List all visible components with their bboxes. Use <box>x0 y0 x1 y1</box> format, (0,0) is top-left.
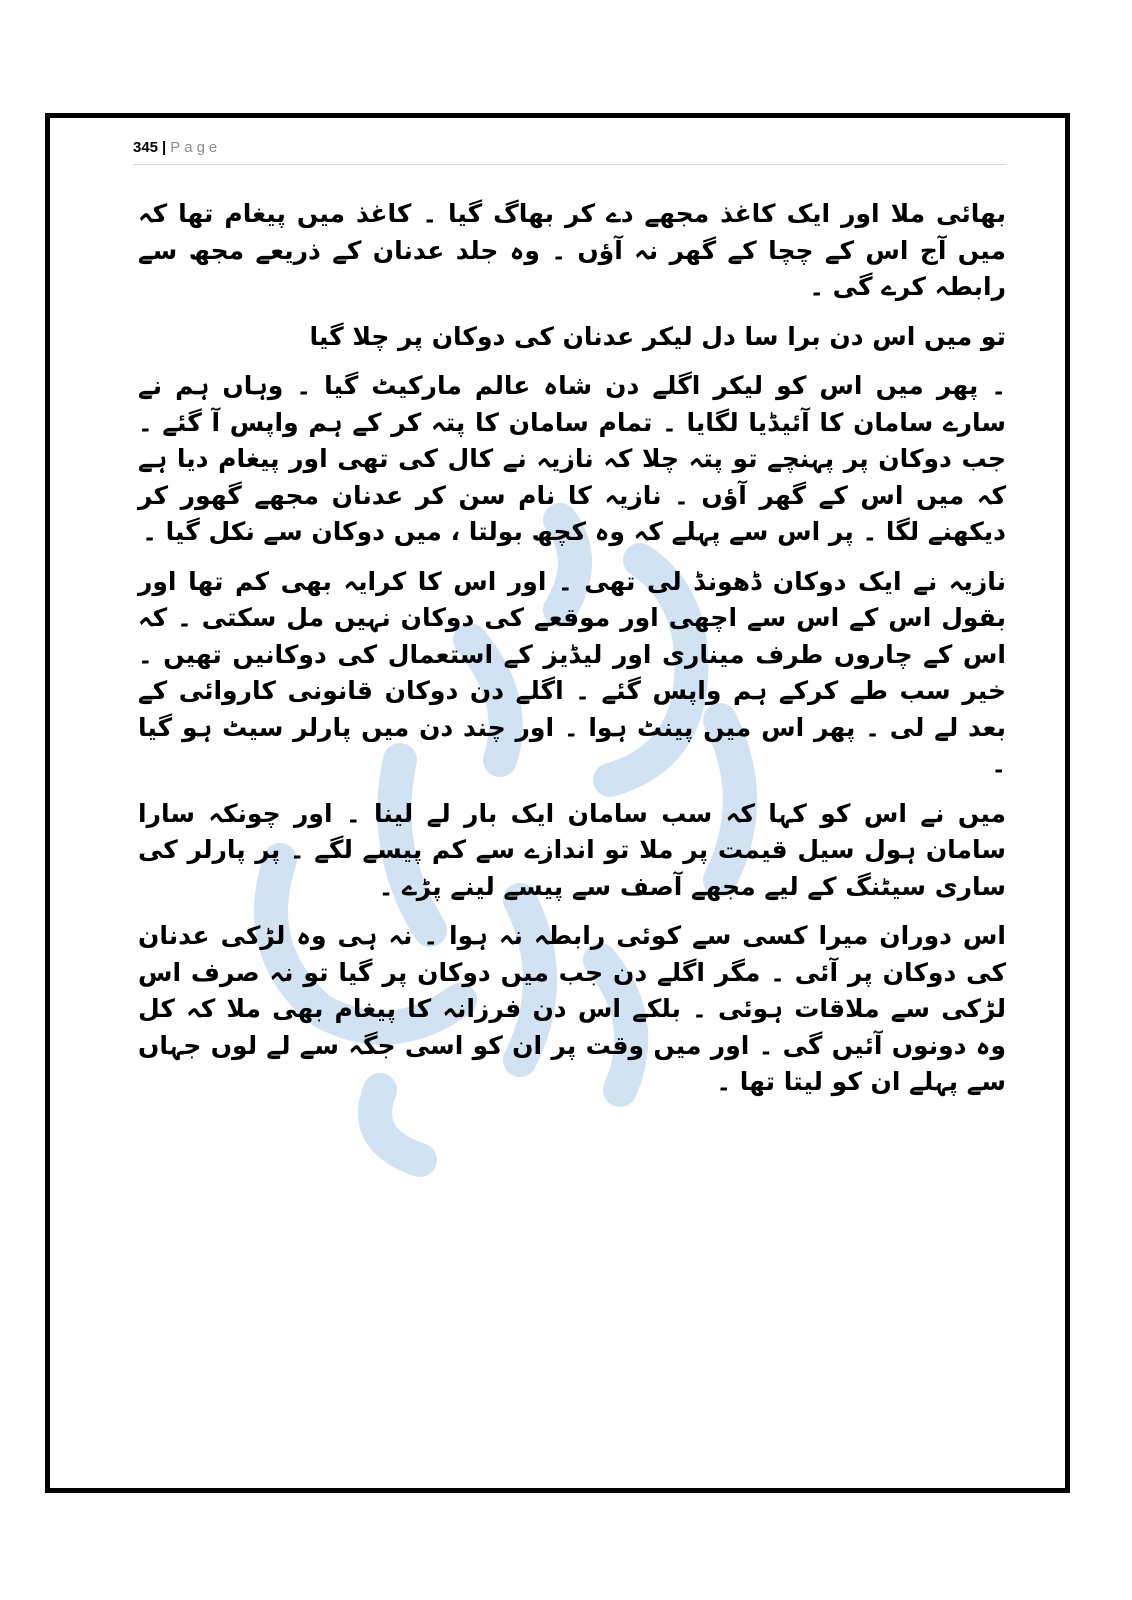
paragraph-1: بھائی ملا اور ایک کاغذ مجھے دے کر بھاگ گیا ۔ کاغذ میں پیغام تھا کہ میں آج اس کے چچا کے گھر نہ آؤں ۔ وہ جلد عدنان کے ذریعے مجھ سے رابطہ کرے گی ۔ <box>138 199 1006 301</box>
page-number: 345 <box>133 139 159 156</box>
paragraph-4: نازیہ نے ایک دوکان ڈھونڈ لی تھی ۔ اور اس کا کرایہ بھی کم تھا اور بقول اس کے اس سے اچھی اور موقعے کی دوکان نہیں مل سکتی ۔ کہ اس کے چاروں طرف میناری اور لیڈیز کے استعمال کی دوکانیں تھیں ۔ خیر سب طے کرکے ہم واپس گئے ۔ اگلے دن دوکان قانونی کاروائی کے بعد لے لی ۔ پھر اس میں پینٹ ہوا ۔ اور چند دن میں پارلر سیٹ ہو گیا ۔ <box>138 566 1006 778</box>
page-content <box>138 196 1006 1114</box>
paragraph-6: اس دوران میرا کسی سے کوئی رابطہ نہ ہوا ۔ نہ ہی وہ لڑکی عدنان کی دوکان پر آئی ۔ مگر اگلے دن جب میں دوکان پر گیا تو نہ صرف اس لڑکی سے ملاقات ہوئی ۔ بلکے اس دن فرزانہ کا پیغام بھی ملا کہ کل وہ دونوں آئیں گی ۔ اور میں وقت پر ان کو اسی جگہ سے لے لوں جہاں سے پہلے ان کو لیتا تھا ۔ <box>138 921 1006 1096</box>
page-header <box>133 138 1006 165</box>
header-separator: | <box>162 139 167 156</box>
paragraph-5: میں نے اس کو کہا کہ سب سامان ایک بار لے لینا ۔ اور چونکہ سارا سامان ہول سیل قیمت پر ملا تو اندازے سے کم پیسے لگے ۔ پر پارلر کی ساری سیٹنگ کے لیے مجھے آصف سے پیسے لینے پڑے ۔ <box>138 798 1006 901</box>
paragraph-3: ۔ پھر میں اس کو لیکر اگلے دن شاہ عالم مارکیٹ گیا ۔ وہاں ہم نے سارے سامان کا آئیڈیا لگایا ۔ تمام سامان کا پتہ کر کے ہم واپس آ گئے ۔ جب دوکان پر پہنچے تو پتہ چلا کہ نازیہ نے کال کی تھی اور پیغام دیا ہے کہ میں اس کے گھر آؤں ۔ نازیہ کا نام سن کر عدنان مجھے گھور کر دیکھنے لگا ۔ پر اس سے پہلے کہ وہ کچھ بولتا ، میں دوکان سے نکل گیا ۔ <box>138 371 1006 546</box>
page-label: Page <box>170 139 222 156</box>
paragraph-2: تو میں اس دن برا سا دل لیکر عدنان کی دوکان پر چلا گیا <box>309 321 1006 351</box>
